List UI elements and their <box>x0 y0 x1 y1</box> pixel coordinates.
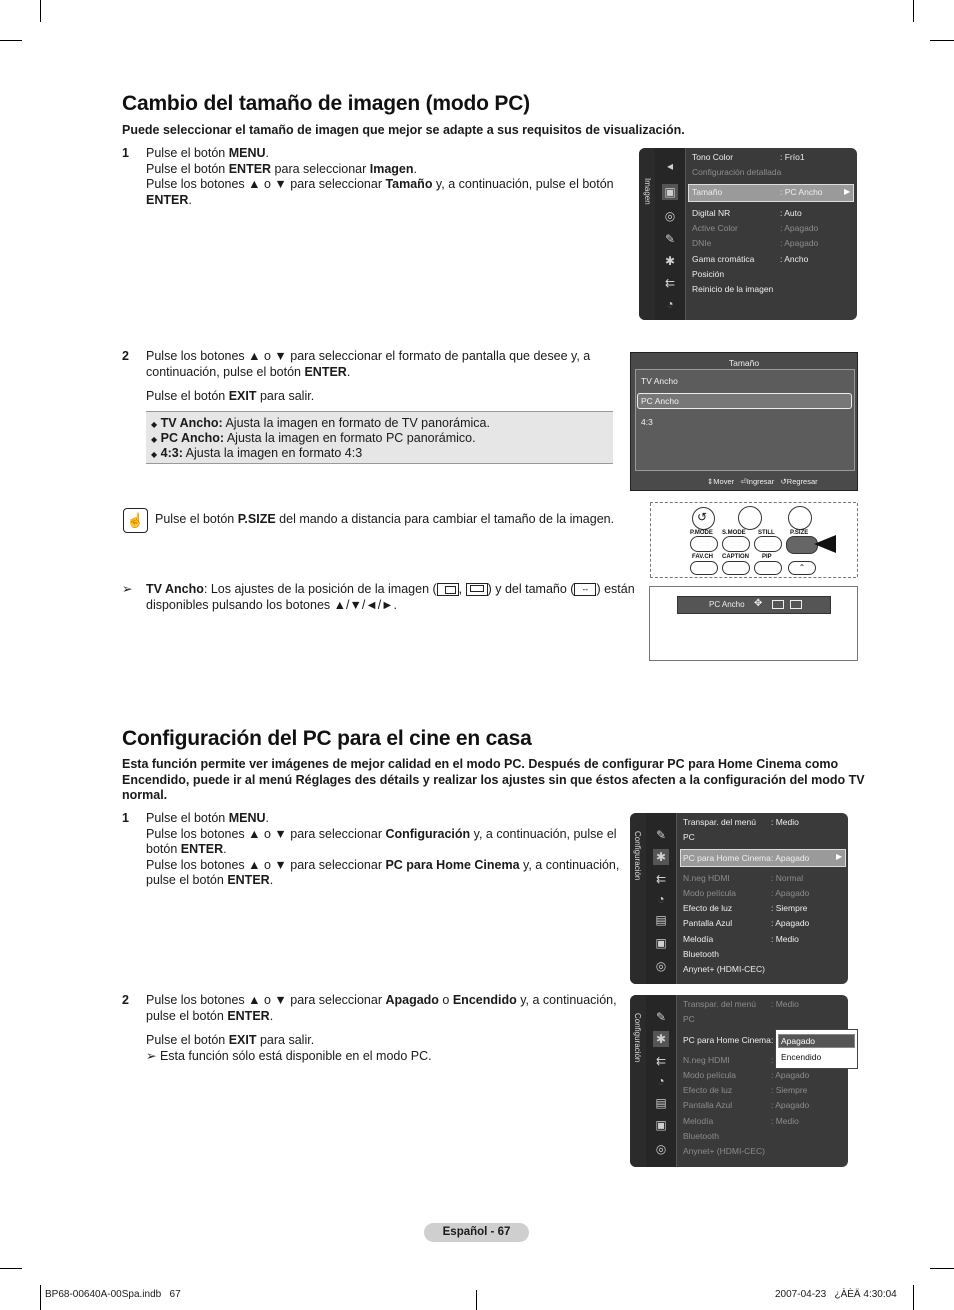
menu-row-value: : Siempre <box>771 903 808 913</box>
menu-row[interactable] <box>692 269 724 279</box>
step-text: Pulse los botones ▲ o ▼ para seleccionar el formato de pantalla que desee y, a continuación, pulse el botón ENTER. Pulse el botón EXIT para salir. <box>146 349 591 403</box>
menu-row-label: Tamaño <box>692 187 723 197</box>
pip-button[interactable] <box>754 561 782 575</box>
crop-mark <box>40 1285 41 1310</box>
page-number-badge <box>424 1223 529 1242</box>
menu-row-label: DNIe <box>692 238 712 248</box>
menu-row-label: Efecto de luz <box>683 1085 733 1095</box>
crop-mark <box>0 1268 22 1269</box>
remote-label: P.MODE <box>690 530 713 536</box>
menu-row-value: : Auto <box>780 208 802 218</box>
favch-button[interactable] <box>690 561 718 575</box>
menu-row-label: PC <box>683 832 695 842</box>
enter-icon: ⏎ <box>740 477 747 486</box>
round-button[interactable] <box>738 506 762 530</box>
support-icon: ◔ <box>657 1074 665 1088</box>
menu-row-value: : Medio <box>771 999 799 1009</box>
menu-row-value: : Apagado <box>771 888 810 898</box>
menu-row-label: Pantalla Azul <box>683 918 733 928</box>
menu-row[interactable] <box>683 1014 695 1024</box>
menu-row-label: Pantalla Azul <box>683 1100 733 1110</box>
setup-icon: ✱ <box>653 849 669 865</box>
smode-button[interactable] <box>722 536 750 552</box>
menu-row-label: Reinicio de la imagen <box>692 284 774 294</box>
bullet-box <box>146 411 613 464</box>
tvancho-note: TV Ancho: Los ajustes de la posición de la imagen ( , ) y del tamaño ( ↔ ) están disponibles pulsando los botones ▲/▼/◄/►. <box>146 582 635 612</box>
menu-row[interactable] <box>692 254 809 264</box>
size-panel-footer: ⇕Mover ⏎Ingresar ↺Regresar <box>707 477 818 486</box>
menu-row-label: Anynet+ (HDMI-CEC) <box>683 964 765 974</box>
menu-row[interactable] <box>683 918 810 928</box>
tv-menu-configuracion-popup <box>630 995 848 1167</box>
menu-row[interactable] <box>692 167 781 177</box>
remote-label: STILL <box>758 530 775 536</box>
menu-row-label: Posición <box>692 269 725 279</box>
step-number: 1 <box>122 146 129 160</box>
menu-row-label: Efecto de luz <box>683 903 733 913</box>
crop-mark <box>40 0 41 22</box>
menu-row-label: N.neg HDMI <box>683 873 730 883</box>
chevron-up-button[interactable]: ⌃ <box>788 561 816 575</box>
menu-row[interactable] <box>683 1070 810 1080</box>
position-icon <box>772 600 784 609</box>
input-icon: ◂ <box>666 159 674 173</box>
crop-mark <box>930 1268 954 1269</box>
bullet-item: ◆ 4:3: Ajusta la imagen en formato 4:3 <box>151 446 363 460</box>
menu-row-label: Modo película <box>683 1070 736 1080</box>
menu-row[interactable] <box>683 934 799 944</box>
crop-mark <box>0 40 22 41</box>
section-title: Cambio del tamaño de imagen (modo PC) <box>122 92 530 115</box>
size-icon <box>790 600 802 609</box>
tv-menu-configuracion <box>630 813 848 984</box>
menu-row[interactable] <box>683 1116 799 1126</box>
input-icon: ▤ <box>655 913 667 927</box>
menu-row[interactable] <box>692 223 819 233</box>
menu-row-label: PC para Home Cinema <box>683 853 771 863</box>
return-icon: ↺ <box>780 477 787 486</box>
pointer-arrow-icon <box>814 535 836 553</box>
sound-icon: ◎ <box>664 209 676 223</box>
picture-icon: ▣ <box>655 1118 667 1132</box>
menu-row-label: Bluetooth <box>683 1131 719 1141</box>
footer-file: BP68-00640A-00Spa.indb 67 <box>45 1289 181 1300</box>
size-panel <box>630 352 858 491</box>
menu-row-label: Bluetooth <box>683 949 719 959</box>
menu-row-value: : <box>771 1035 774 1045</box>
bullet-item: ◆ PC Ancho: Ajusta la imagen en formato PC panorámico. <box>151 431 476 445</box>
menu-row-label: Digital NR <box>692 208 731 218</box>
size-panel-title: Tamaño <box>728 358 760 368</box>
hand-icon: ☝ <box>123 508 148 533</box>
menu-row-label: N.neg HDMI <box>683 1055 730 1065</box>
menu-row[interactable] <box>683 1146 765 1156</box>
menu-row[interactable] <box>683 817 799 827</box>
pcancho-bar <box>677 596 831 614</box>
menu-row[interactable] <box>683 1055 774 1065</box>
menu-side-label: Configuración <box>633 1013 642 1063</box>
size-option[interactable]: TV Ancho <box>641 376 678 386</box>
section-title: Configuración del PC para el cine en casa <box>122 727 532 750</box>
menu-row-label: Melodía <box>683 934 714 944</box>
round-button[interactable] <box>788 506 812 530</box>
menu-row[interactable] <box>683 873 804 883</box>
menu-row-label: Tono Color <box>692 152 734 162</box>
page-number: Español - 67 <box>442 1226 511 1238</box>
remote-label: CAPTION <box>722 554 749 560</box>
step-number: 1 <box>122 811 129 825</box>
return-button[interactable]: ↺ <box>692 507 715 530</box>
size-option[interactable]: PC Ancho <box>641 396 679 406</box>
menu-side-label: Configuración <box>633 831 642 881</box>
menu-row-label: Melodía <box>683 1116 714 1126</box>
menu-row-label: Configuración detallada <box>692 167 782 177</box>
menu-row[interactable] <box>683 1131 719 1141</box>
step-number: 2 <box>122 349 129 363</box>
step-text: Pulse el botón MENU. Pulse los botones ▲ o ▼ para seleccionar Configuración y, a continuación, pulse el botón ENTER. Pulse los botones ▲ o ▼ para seleccionar PC para Home Cinema y, a continuación, pulse el botón ENTER. <box>146 811 620 887</box>
input-source-icon: ⇇ <box>655 872 667 886</box>
popup-option[interactable]: Encendido <box>781 1052 822 1062</box>
setup-icon: ✱ <box>653 1031 669 1047</box>
tv-menu-imagen <box>639 148 857 320</box>
menu-row[interactable] <box>683 1100 810 1110</box>
size-icon: ↔ <box>574 583 596 596</box>
menu-row-value: : Medio <box>771 817 799 827</box>
remote-label: FAV.CH <box>692 554 714 560</box>
menu-row[interactable] <box>683 949 719 959</box>
menu-row[interactable] <box>683 903 808 913</box>
channel-icon: ✎ <box>664 232 676 246</box>
channel-icon: ✎ <box>655 828 667 842</box>
menu-row-value: : Apagado <box>771 918 810 928</box>
psize-note: Pulse el botón P.SIZE del mando a distancia para cambiar el tamaño de la imagen. <box>155 512 615 526</box>
menu-row-value: : Frío1 <box>780 152 805 162</box>
crop-mark <box>476 1290 477 1310</box>
menu-row-label: Active Color <box>692 223 738 233</box>
menu-row[interactable] <box>692 187 823 197</box>
step-text: Pulse los botones ▲ o ▼ para seleccionar Apagado o Encendido y, a continuación, pulse el botón ENTER. Pulse el botón EXIT para salir. ➢ Esta función sólo está disponible en el modo PC. <box>146 993 617 1063</box>
menu-row-value: : Apagado <box>780 238 819 248</box>
pcancho-label: PC Ancho <box>709 600 745 609</box>
menu-row[interactable] <box>692 284 773 294</box>
pmode-button[interactable] <box>690 536 718 552</box>
menu-row[interactable] <box>683 964 765 974</box>
arrow-icon: ➢ <box>122 582 133 596</box>
input-source-icon: ⇇ <box>664 276 676 290</box>
menu-row-value: : Medio <box>771 934 799 944</box>
sound-icon: ◎ <box>655 959 667 973</box>
crop-mark <box>913 1285 914 1310</box>
menu-row-value: : <box>771 1055 774 1065</box>
footer-date: 2007-04-23 ¿ÀÈÄ 4:30:04 <box>775 1289 897 1300</box>
picture-icon: ▣ <box>655 936 667 950</box>
support-icon: ◔ <box>657 892 665 906</box>
remote-label: S.MODE <box>722 530 746 536</box>
menu-row-value: : Medio <box>771 1116 799 1126</box>
menu-row-label: Transpar. del menú <box>683 999 756 1009</box>
crop-mark <box>913 0 914 22</box>
menu-row-value: : Ancho <box>780 254 809 264</box>
menu-row-value: : Normal <box>771 873 804 883</box>
menu-row[interactable] <box>683 832 695 842</box>
section-intro: Esta función permite ver imágenes de mejor calidad en el modo PC. Después de configurar PC para Home Cinema como Encendido, puede ir al menú Réglages des détails y realizar los ajustes sin que éstos afecten a la configuración del modo TV normal. <box>122 757 865 802</box>
menu-row[interactable] <box>683 1035 774 1045</box>
options-popup <box>775 1029 858 1069</box>
menu-row-value: : Apagado <box>780 223 819 233</box>
caption-button[interactable] <box>722 561 750 575</box>
menu-row[interactable] <box>683 999 799 1009</box>
move-icon: ✥ <box>754 598 763 609</box>
chevron-right-icon: ▶ <box>844 187 851 196</box>
menu-row-value: : Siempre <box>771 1085 808 1095</box>
pcancho-preview <box>649 586 858 661</box>
section-intro: Puede seleccionar el tamaño de imagen que mejor se adapte a sus requisitos de visualización. <box>122 123 685 137</box>
size-option[interactable]: 4:3 <box>641 417 653 427</box>
menu-row[interactable] <box>692 152 805 162</box>
menu-row-value: : PC Ancho <box>780 187 823 197</box>
step-number: 2 <box>122 993 129 1007</box>
popup-option[interactable]: Apagado <box>781 1036 816 1046</box>
sound-icon: ◎ <box>655 1142 667 1156</box>
setup-icon: ✱ <box>664 254 676 268</box>
step-text: Pulse el botón MENU. Pulse el botón ENTER para seleccionar Imagen. Pulse los botones ▲ o ▼ para seleccionar Tamaño y, a continuación, pulse el botón ENTER. <box>146 146 614 207</box>
menu-row-label: PC <box>683 1014 695 1024</box>
support-icon: ◔ <box>666 297 674 311</box>
menu-row-label: Transpar. del menú <box>683 817 756 827</box>
bullet-item: ◆ TV Ancho: Ajusta la imagen en formato de TV panorámica. <box>151 416 490 430</box>
position-icon <box>437 583 459 596</box>
chevron-right-icon: ▶ <box>836 852 843 861</box>
menu-row-value: : Apagado <box>771 853 810 863</box>
menu-row-label: Modo película <box>683 888 736 898</box>
position-icon <box>466 583 488 596</box>
menu-row-label: PC para Home Cinema <box>683 1035 771 1045</box>
menu-row-label: Gama cromática <box>692 254 755 264</box>
input-icon: ▤ <box>655 1096 667 1110</box>
picture-icon: ▣ <box>662 184 678 200</box>
menu-row-value: : Apagado <box>771 1070 810 1080</box>
menu-side-label: Imagen <box>643 178 652 205</box>
crop-mark <box>930 40 954 41</box>
menu-row-value: : Apagado <box>771 1100 810 1110</box>
remote-image <box>650 502 856 578</box>
move-icon: ⇕ <box>707 477 714 486</box>
remote-label: P.SIZE <box>790 530 809 536</box>
menu-row[interactable] <box>683 1085 808 1095</box>
menu-row[interactable] <box>692 208 802 218</box>
channel-icon: ✎ <box>655 1010 667 1024</box>
menu-row[interactable] <box>683 853 810 863</box>
menu-row[interactable] <box>692 238 819 248</box>
menu-row-label: Anynet+ (HDMI-CEC) <box>683 1146 765 1156</box>
remote-label: PIP <box>762 554 772 560</box>
input-source-icon: ⇇ <box>655 1054 667 1068</box>
menu-row[interactable] <box>683 888 810 898</box>
still-button[interactable] <box>754 536 782 552</box>
